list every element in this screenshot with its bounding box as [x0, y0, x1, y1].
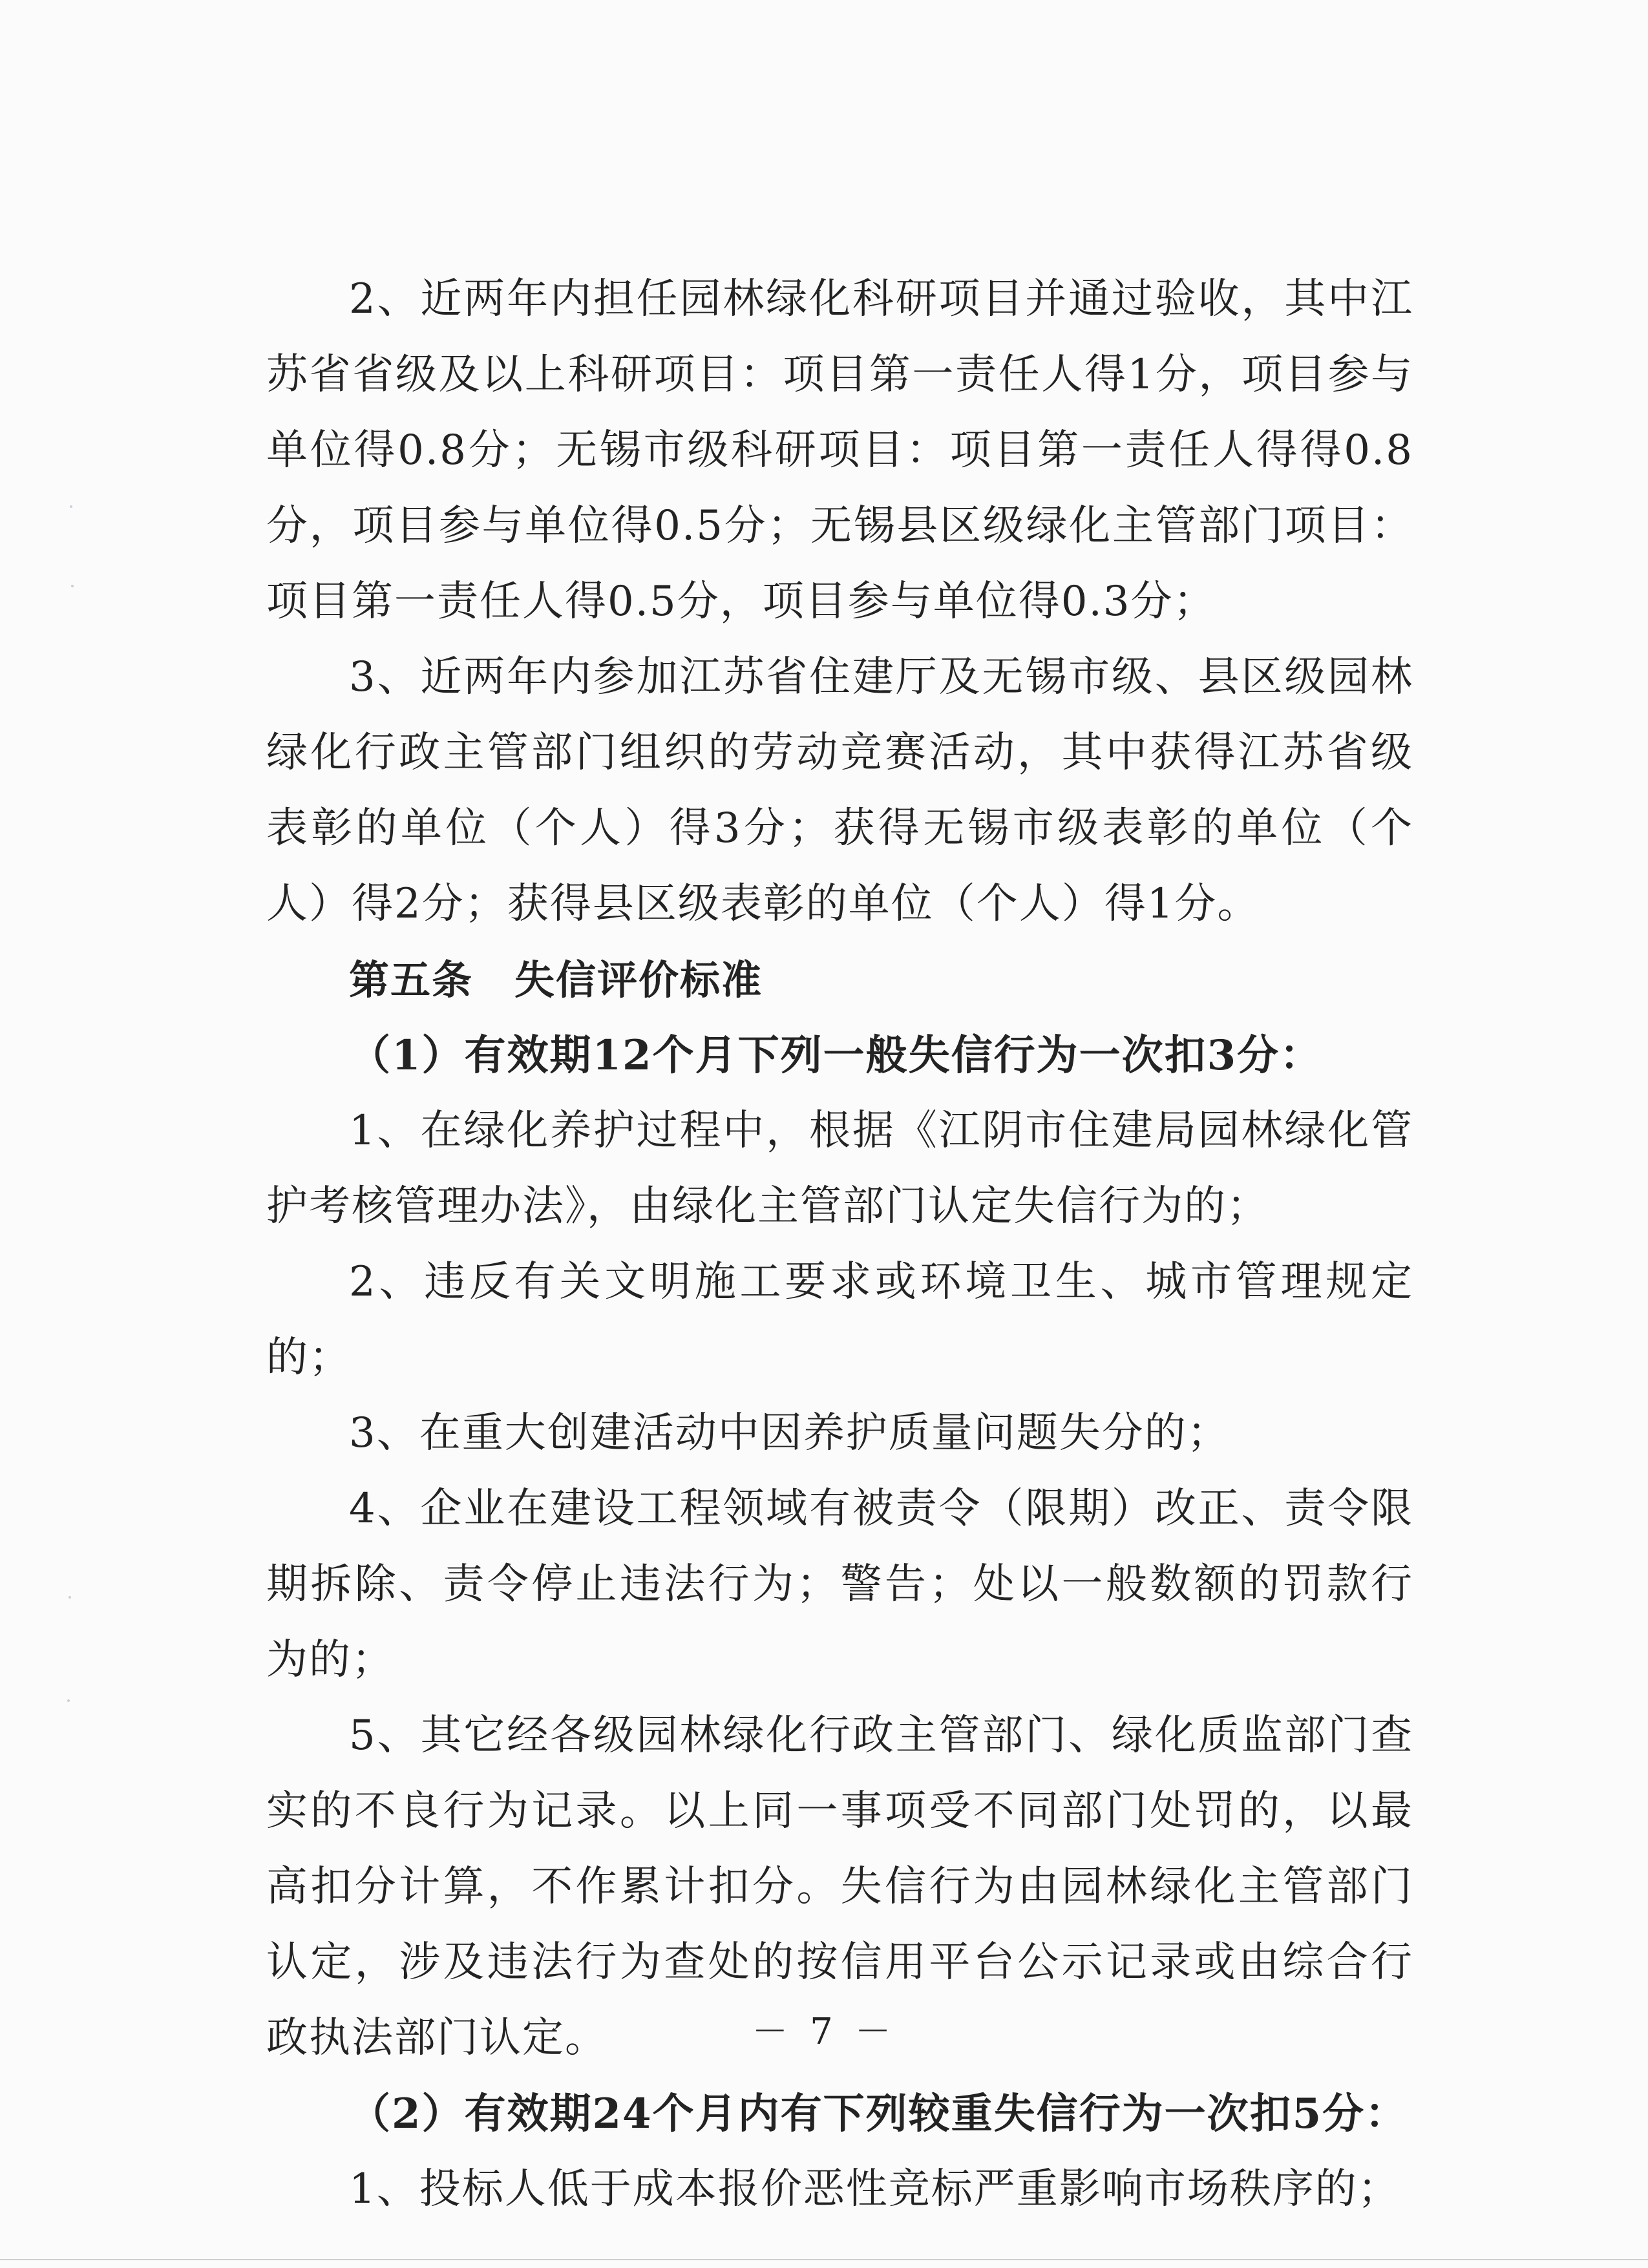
section-2-item-1: 1、投标人低于成本报价恶性竞标严重影响市场秩序的； — [349, 2165, 1400, 2213]
scan-bottom-edge — [0, 2259, 1648, 2268]
scan-speck — [71, 585, 74, 587]
scoring-item-3: 3、近两年内参加江苏省住建厅及无锡市级、县区级园林绿化行政主管部门组织的劳动竞赛活动，其中获得江苏省级表彰的单位（个人）得3分；获得无锡市级表彰的单位（个人）得2分；获得县区级表彰的单位（个人）得1分。 — [266, 653, 1413, 928]
scan-speck — [69, 1596, 71, 1599]
section-1-item-1: 1、在绿化养护过程中，根据《江阴市住建局园林绿化管护考核管理办法》，由绿化主管部门认定失信行为的； — [266, 1107, 1413, 1230]
section-1-item-4: 4、企业在建设工程领域有被责令（限期）改正、责令限期拆除、责令停止违法行为；警告；处以一般数额的罚款行为的； — [266, 1485, 1413, 1684]
scan-speck — [70, 505, 72, 508]
page-number: － 7 － — [752, 2011, 896, 2053]
section-1-item-5: 5、其它经各级园林绿化行政主管部门、绿化质监部门查实的不良行为记录。以上同一事项受不同部门处罚的，以最高扣分计算，不作累计扣分。失信行为由园林绿化主管部门认定，涉及违法行为查处的按信用平台公示记录或由综合行政执法部门认定。 — [266, 1712, 1413, 2062]
section-1-heading: （1）有效期12个月下列一般失信行为一次扣3分： — [349, 1031, 1323, 1080]
section-1-item-2: 2、违反有关文明施工要求或环境卫生、城市管理规定的； — [266, 1258, 1413, 1381]
section-2-heading: （2）有效期24个月内有下列较重失信行为一次扣5分： — [349, 2090, 1408, 2138]
scoring-item-2: 2、近两年内担任园林绿化科研项目并通过验收，其中江苏省省级及以上科研项目：项目第一责任人得1分，项目参与单位得0.8分；无锡市级科研项目：项目第一责任人得得0.8分，项目参与单位得0.5分；无锡县区级绿化主管部门项目：项目第一责任人得0.5分，项目参与单位得0.3分； — [266, 275, 1413, 625]
scan-speck — [67, 1699, 70, 1702]
document-body — [266, 262, 1413, 2227]
article-heading: 第五条 失信评价标准 — [349, 956, 763, 1003]
section-1-item-3: 3、在重大创建活动中因养护质量问题失分的； — [349, 1409, 1230, 1457]
